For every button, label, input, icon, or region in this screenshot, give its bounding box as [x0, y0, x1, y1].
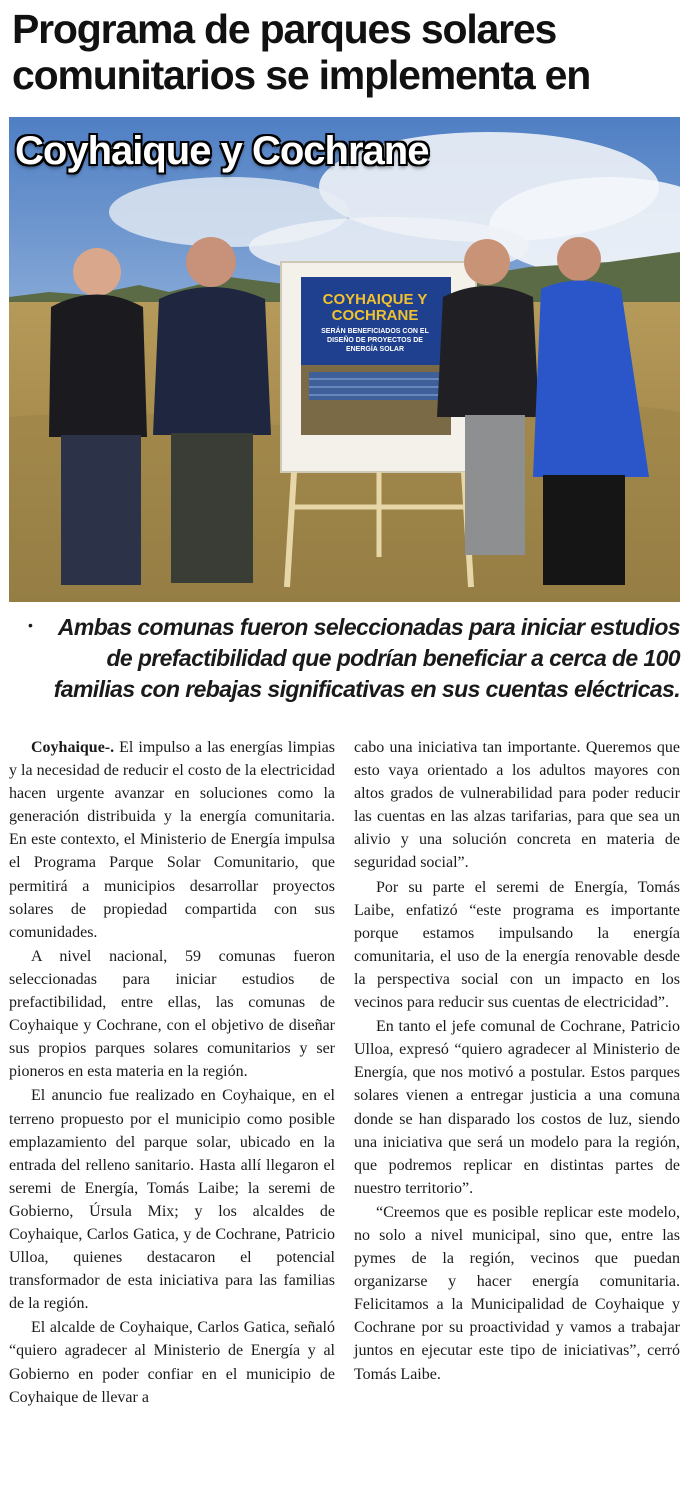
- subhead: Ambas comunas fueron seleccionadas para iniciar estudios de prefactibilidad que podrían beneficiar a cerca de 100 familias con rebajas significativas en sus cuentas eléctricas.: [53, 614, 680, 702]
- article-paragraph-3: El anuncio fue realizado en Coyhaique, en el terreno propuesto por el municipio como posible emplazamiento del parque solar, ubicado en la entrada del relleno sanitario. Hasta allí llegaron el seremi de Energía, Tomás Laibe; la seremi de Gobierno, Úrsula Mix; y los alcaldes de Coyhaique, Carlos Gatica, y de Cochrane, Patricio Ulloa, quienes destacaron el potencial transformador de esta iniciativa para las familias de la región.: [9, 1087, 335, 1313]
- subhead-bullet: •: [28, 617, 33, 633]
- article-paragraph-4: El alcalde de Coyhaique, Carlos Gatica, señaló “quiero agradecer al Ministerio de Energía y al Gobierno en poder confiar en el municipio de Coyhaique de llevar a: [9, 1319, 335, 1406]
- article-paragraph-1: [9, 736, 335, 944]
- sign-subtitle: SERÁN BENEFICIADOS CON EL DISEÑO DE PROYECTOS DE ENERGÍA SOLAR: [321, 328, 429, 353]
- photo-overlay-title: Coyhaique y Cochrane: [15, 129, 429, 173]
- article-paragraph-6: Por su parte el seremi de Energía, Tomás Laibe, enfatizó “este programa es importante porque estamos impulsando la energía comunitaria, el uso de la energía renovable desde la perspectiva social con un impacto en los vecinos para reducir sus cuentas de electricidad”.: [354, 878, 680, 1012]
- headline-line-2: comunitarios se implementa en: [12, 52, 591, 98]
- sign-title: COYHAIQUE Y COCHRANE: [322, 291, 428, 324]
- article-paragraph-8: “Creemos que es posible replicar este modelo, no solo a nivel municipal, sino que, entre las pymes de la región, vecinos que puedan organizarse y hacer energía comunitaria. Felicitamos a la Municipalidad de Coyhaique y Cochrane por su proactividad y vamos a trabajar juntos en ejecutar este tipo de iniciativas”, cerró Tomás Laibe.: [354, 1203, 680, 1383]
- article-paragraph-7: En tanto el jefe comunal de Cochrane, Patricio Ulloa, expresó “quiero agradecer al Ministerio de Energía, que nos motivó a postular. Estos parques solares vienen a entregar justicia a una comuna donde se han disparado los costos de luz, siendo una iniciativa que será un modelo para la región, que podremos replicar en distintas partes de nuestro territorio”.: [354, 1018, 680, 1197]
- article-column-left: [9, 736, 335, 1410]
- headline: [12, 6, 682, 98]
- article-column-right: [354, 736, 680, 1387]
- headline-line-1: Programa de parques solares: [12, 6, 557, 52]
- sign-text: [315, 292, 435, 354]
- article-paragraph-2: A nivel nacional, 59 comunas fueron seleccionadas para iniciar estudios de prefactibilidad, entre ellas, las comunas de Coyhaique y Cochrane, con el objetivo de diseñar sus propios parques solares comunitarios y ser pioneros en esta materia en la región.: [9, 947, 335, 1081]
- article-paragraph-5: cabo una iniciativa tan importante. Queremos que esto vaya orientado a los adultos mayores con altos grados de vulnerabilidad para poder reducir las cuentas en las alzas tarifarias, para que sea un alivio y una solución concreta en materia de seguridad social”.: [354, 739, 680, 872]
- article-paragraph-1-text: El impulso a las energías limpias y la necesidad de reducir el costo de la electricidad hacen urgente avanzar en soluciones como la generación distribuida y la energía comunitaria. En este contexto, el Ministerio de Energía impulsa el Programa Parque Solar Comunitario, que permitirá a municipios desarrollar proyectos solares de propiedad compartida con sus comunidades.: [9, 739, 335, 941]
- photo-illustration: [9, 117, 680, 602]
- article-photo: [9, 117, 680, 602]
- dateline: Coyhaique-.: [31, 739, 115, 756]
